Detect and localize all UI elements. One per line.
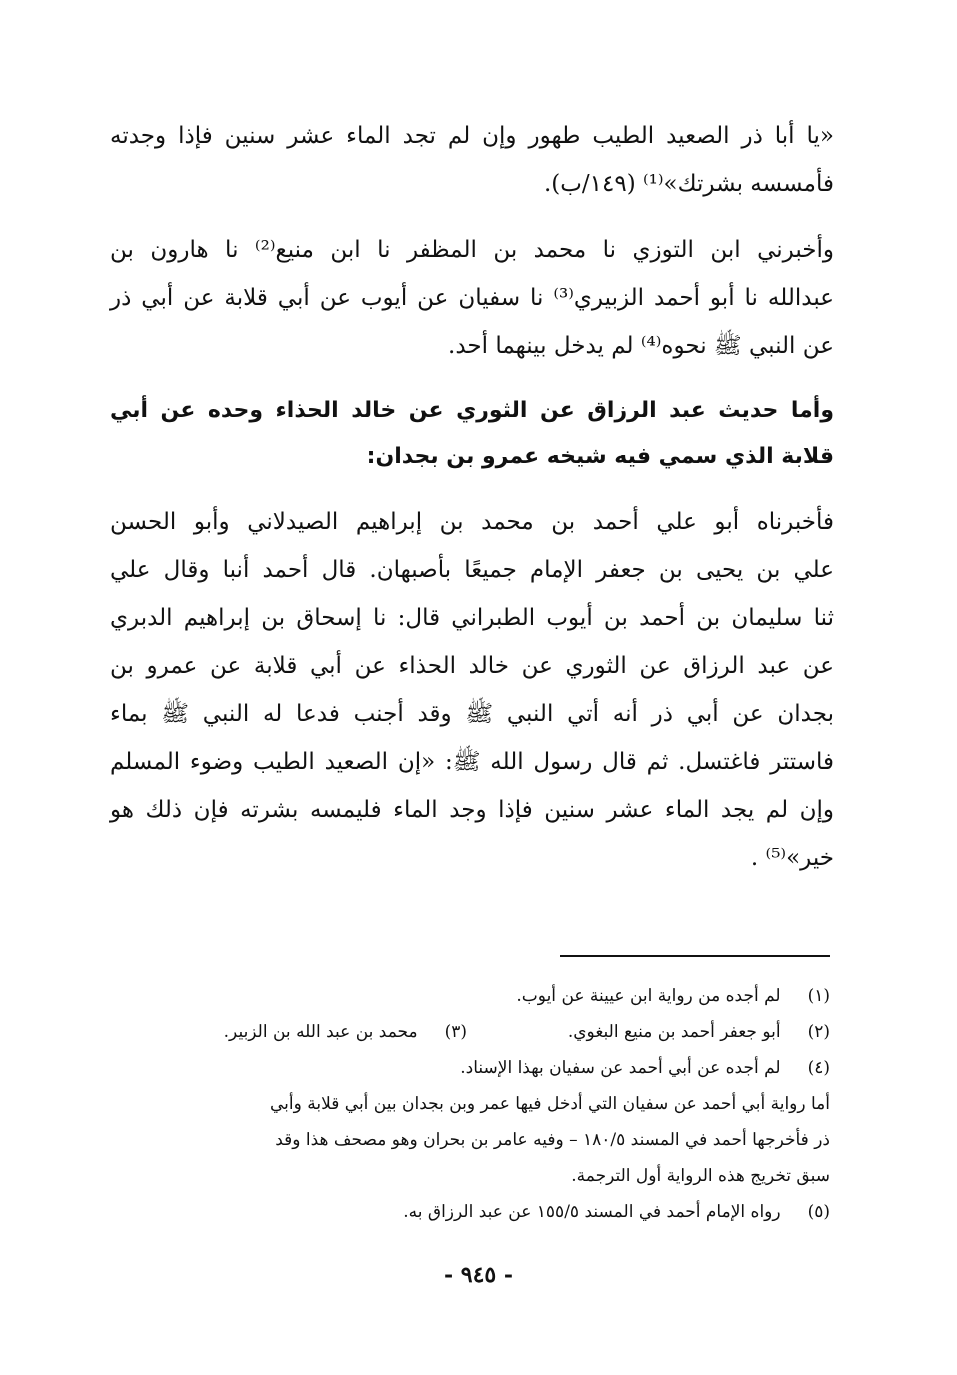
footnote-number: (١) [807,986,830,1006]
text-line: عن النبي ﷺ نحوه⁽⁴⁾ لم يدخل بينهما أحد. [448,333,834,359]
text-line: خير»⁽⁵⁾ . [750,845,834,871]
footnote-text: محمد بن عبد الله بن الزبير. [223,1022,418,1042]
footnotes [150,978,830,1230]
text-line: بجدان عن أبي ذر أنه أتي النبي ﷺ وقد أجنب فدعا له النبي ﷺ بماء [110,701,834,727]
text-line: عبدالله نا أبو أحمد الزبيري⁽³⁾ نا سفيان عن أيوب عن أبي قلابة عن أبي ذر [110,285,834,311]
footnote-4-continuation: أما رواية أبي أحمد عن سفيان التي أدخل فيها عمر وبن بجدان بين أبي قلابة وأبي [270,1094,830,1114]
footnote-5 [150,1194,830,1230]
footnote-number: (٢) [807,1022,830,1042]
footnote-text: لم أجده من رواية ابن عيينة عن أيوب. [516,986,781,1006]
page-number: - ٩٤٥ - [443,1262,514,1288]
paragraph-3 [110,498,834,882]
heading-line: قلابة الذي سمي فيه شيخه عمرو بن بجدان: [366,444,834,469]
footnote-text: رواه الإمام أحمد في المسند ١٥٥/٥ عن عبد الرزاق به. [403,1202,781,1222]
footnote-number: (٣) [444,1022,468,1042]
footnote-4-continuation: ذر فأخرجها أحمد في المسند ١٨٠/٥ – وفيه عامر بن بحران وهو مصحف هذا وقد [275,1130,830,1150]
footnote-divider [560,955,830,957]
text-line: فاستتر فاغتسل. ثم قال رسول الله ﷺ: «إن الصعيد الطيب وضوء المسلم [110,749,834,775]
text-line: وإن لم يجد الماء عشر سنين فإذا وجد الماء فليمسه بشرته فإن ذلك هو [110,797,834,823]
text-line: وأخبرني ابن التوزي نا محمد بن المظفر نا ابن منيع⁽²⁾ نا هارون بن [110,237,834,263]
footnote-4 [150,1050,830,1086]
text-line: فأمسسه بشرتك»⁽¹⁾ (١٤٩/ب). [543,171,834,197]
footnote-number: (٤) [807,1058,830,1078]
text-line: ثنا سليمان بن أحمد بن أيوب الطبراني قال: نا إسحاق بن إبراهيم الدبري [110,605,834,631]
text-line: عن عبد الرزاق عن الثوري عن خالد الحذاء عن أبي قلابة عن عمرو بن [110,653,834,679]
footnote-text: أبو جعفر أحمد بن منيع البغوي. [567,1022,781,1042]
text-line: «يا أبا ذر الصعيد الطيب طهور وإن لم تجد الماء عشر سنين فإذا وجدته [110,123,834,149]
main-text [110,112,834,900]
paragraph-2 [110,226,834,370]
text-line: علي بن يحيى بن جعفر الإمام جميعًا بأصبهان. قال أحمد أنبا وقال علي [110,557,834,583]
text-line: فأخبرناه أبو علي أحمد بن محمد بن إبراهيم الصيدلاني وأبو الحسن [110,509,834,535]
footnote-4-continuation: سبق تخريج هذه الرواية أول الترجمة. [571,1166,830,1186]
footnote-2-3 [150,1014,830,1050]
paragraph-1 [110,112,834,208]
heading-line: وأما حديث عبد الرزاق عن الثوري عن خالد الحذاء وحده عن أبي [110,398,834,423]
footnote-number: (٥) [807,1202,830,1222]
footnote-text: لم أجده عن أبي أحمد عن سفيان بهذا الإسناد. [460,1058,781,1078]
section-heading [110,388,834,480]
footnote-1 [150,978,830,1014]
